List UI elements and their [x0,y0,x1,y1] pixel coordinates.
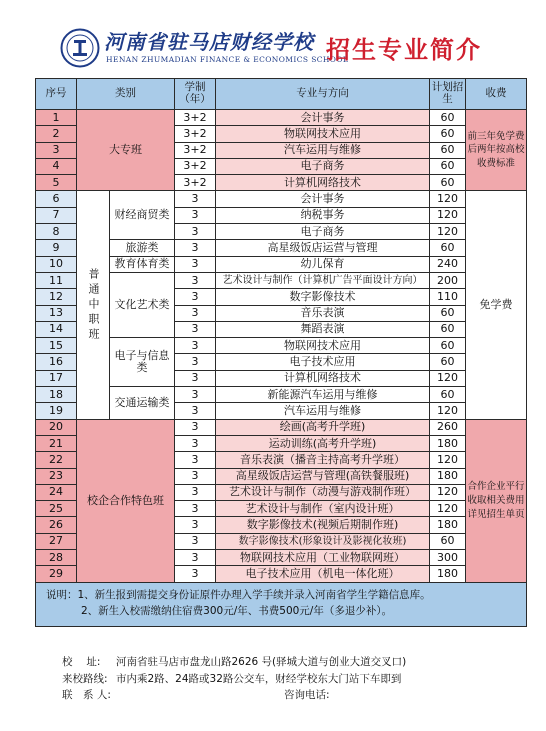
category-putong: 普通中职班 [77,191,110,419]
address-line [62,654,406,671]
row-years: 3+2 [175,126,216,142]
route-line [62,671,406,688]
row-plan: 180 [430,468,466,484]
row-specialty: 艺术设计与制作（室内设计班） [216,501,430,517]
fee-putong: 免学费 [466,191,527,419]
row-no: 14 [36,321,77,337]
col-header-fee: 收费 [466,79,527,110]
row-plan: 60 [430,110,466,126]
row-no: 13 [36,305,77,321]
row-plan: 120 [430,370,466,386]
row-specialty: 数字影像技术(视频后期制作班) [216,517,430,533]
page-title: 招生专业简介 [326,36,482,64]
page-header [0,0,546,76]
school-logo-icon [60,28,100,68]
phone-label: 咨询电话: [284,689,330,701]
school-name-cn: 河南省驻马店财经学校 [104,30,314,54]
row-specialty: 计算机网络技术 [216,175,430,191]
row-no: 8 [36,224,77,240]
row-plan: 300 [430,550,466,566]
row-plan: 180 [430,517,466,533]
col-header-plan: 计划招生 [430,79,466,110]
row-no: 24 [36,484,77,500]
row-specialty: 绘画(高考升学班) [216,419,430,435]
row-specialty: 高星级饭店运营与管理 [216,240,430,256]
row-plan: 120 [430,224,466,240]
table-row [36,240,527,256]
row-plan: 60 [430,354,466,370]
col-header-category: 类别 [77,79,175,110]
row-years: 3 [175,484,216,500]
row-plan: 60 [430,305,466,321]
row-no: 10 [36,256,77,272]
row-no: 19 [36,403,77,419]
row-plan: 180 [430,566,466,582]
row-years: 3 [175,435,216,451]
school-name-en: HENAN ZHUMADIAN FINANCE & ECONOMICS SCHOOL [106,55,349,64]
row-no: 11 [36,272,77,288]
row-years: 3 [175,566,216,582]
row-specialty: 电子技术应用（机电一体化班） [216,566,430,582]
row-years: 3 [175,305,216,321]
row-specialty: 高星级饭店运营与管理(高铁餐服班) [216,468,430,484]
row-years: 3+2 [175,110,216,126]
fee-dazhuan: 前三年免学费后两年按高校收费标准 [466,110,527,191]
row-years: 3 [175,207,216,223]
contact-footer [62,654,406,704]
row-no: 25 [36,501,77,517]
route-value: 市内乘2路、24路或32路公交车，财经学校东大门站下车即到 [116,672,402,685]
row-plan: 240 [430,256,466,272]
row-specialty: 纳税事务 [216,207,430,223]
row-specialty: 物联网技术应用 [216,126,430,142]
row-specialty: 运动训练(高考升学班) [216,435,430,451]
row-plan: 200 [430,272,466,288]
row-specialty: 幼儿保育 [216,256,430,272]
row-plan: 60 [430,240,466,256]
address-label: 校 址: [62,656,101,668]
row-no: 16 [36,354,77,370]
row-specialty: 艺术设计与制作（计算机广告平面设计方向） [216,272,430,288]
row-years: 3 [175,321,216,337]
row-years: 3 [175,550,216,566]
table-row [36,191,527,207]
table-row [36,110,527,126]
table-row [36,256,527,272]
row-specialty: 计算机网络技术 [216,370,430,386]
row-no: 7 [36,207,77,223]
row-no: 9 [36,240,77,256]
row-no: 1 [36,110,77,126]
contact-line [62,687,406,704]
row-years: 3+2 [175,142,216,158]
row-specialty: 数字影像技术(形象设计及影视化妆班) [216,533,430,549]
row-plan: 60 [430,142,466,158]
row-specialty: 音乐表演 [216,305,430,321]
row-no: 6 [36,191,77,207]
row-no: 23 [36,468,77,484]
row-specialty: 舞蹈表演 [216,321,430,337]
subcategory-caijing: 财经商贸类 [110,191,175,240]
row-specialty: 物联网技术应用（工业物联网班） [216,550,430,566]
row-years: 3 [175,517,216,533]
row-years: 3 [175,289,216,305]
row-years: 3 [175,370,216,386]
row-no: 12 [36,289,77,305]
address-value: 河南省驻马店市盘龙山路2626 号(驿城大道与创业大道交叉口) [116,656,407,668]
row-no: 5 [36,175,77,191]
enrollment-table [35,78,527,627]
row-plan: 180 [430,435,466,451]
table-row [36,387,527,403]
row-plan: 120 [430,484,466,500]
row-no: 2 [36,126,77,142]
row-years: 3 [175,387,216,403]
row-plan: 120 [430,191,466,207]
row-specialty: 数字影像技术 [216,289,430,305]
category-xiaoqi: 校企合作特色班 [77,419,175,582]
row-specialty: 物联网技术应用 [216,338,430,354]
subcategory-lvyou: 旅游类 [110,240,175,256]
row-plan: 120 [430,452,466,468]
row-no: 18 [36,387,77,403]
row-plan: 60 [430,175,466,191]
row-plan: 120 [430,207,466,223]
note-line-1: 说明：1、新生报到需提交身份证原件办理入学手续并录入河南省学生学籍信息库。 [46,588,431,601]
row-years: 3+2 [175,175,216,191]
table-row [36,419,527,435]
row-specialty: 电子商务 [216,158,430,174]
row-no: 29 [36,566,77,582]
row-no: 28 [36,550,77,566]
table-header-row [36,79,527,110]
row-specialty: 汽车运用与维修 [216,403,430,419]
row-no: 15 [36,338,77,354]
row-plan: 120 [430,403,466,419]
subcategory-dianzi: 电子与信息类 [110,338,175,387]
notes-cell [36,582,527,627]
row-years: 3 [175,501,216,517]
subcategory-jiaoyu: 教育体育类 [110,256,175,272]
row-specialty: 汽车运用与维修 [216,142,430,158]
row-plan: 60 [430,126,466,142]
row-years: 3 [175,272,216,288]
row-no: 22 [36,452,77,468]
note-line-2: 2、新生入校需缴纳住宿费300元/年、书费500元/年（多退少补）。 [81,605,393,618]
row-years: 3 [175,338,216,354]
row-years: 3 [175,452,216,468]
row-plan: 120 [430,501,466,517]
enrollment-table-wrapper [35,78,526,627]
row-plan: 110 [430,289,466,305]
row-specialty: 电子商务 [216,224,430,240]
row-years: 3 [175,240,216,256]
row-years: 3 [175,533,216,549]
row-no: 17 [36,370,77,386]
table-row [36,338,527,354]
row-plan: 60 [430,338,466,354]
row-no: 27 [36,533,77,549]
row-years: 3 [175,468,216,484]
row-specialty: 艺术设计与制作（动漫与游戏制作班） [216,484,430,500]
row-years: 3 [175,403,216,419]
row-years: 3 [175,224,216,240]
row-no: 21 [36,435,77,451]
fee-xiaoqi: 合作企业平行收取相关费用详见招生单页 [466,419,527,582]
row-plan: 260 [430,419,466,435]
subcategory-jiaotong: 交通运输类 [110,387,175,420]
route-label: 来校路线: [62,672,108,685]
subcategory-wenhua: 文化艺术类 [110,272,175,337]
row-years: 3 [175,256,216,272]
row-no: 4 [36,158,77,174]
col-header-years: 学制（年） [175,79,216,110]
table-row [36,272,527,288]
row-specialty: 电子技术应用 [216,354,430,370]
row-no: 20 [36,419,77,435]
row-years: 3 [175,191,216,207]
row-plan: 60 [430,387,466,403]
row-plan: 60 [430,158,466,174]
row-no: 3 [36,142,77,158]
row-specialty: 会计事务 [216,191,430,207]
row-years: 3 [175,354,216,370]
contact-label: 联 系 人: [62,689,111,701]
category-dazhuan: 大专班 [77,110,175,191]
row-specialty: 新能源汽车运用与维修 [216,387,430,403]
row-specialty: 会计事务 [216,110,430,126]
col-header-specialty: 专业与方向 [216,79,430,110]
row-years: 3+2 [175,158,216,174]
col-header-no: 序号 [36,79,77,110]
row-plan: 60 [430,533,466,549]
notes-row [36,582,527,627]
row-specialty: 音乐表演（播音主持高考升学班） [216,452,430,468]
row-no: 26 [36,517,77,533]
row-plan: 60 [430,321,466,337]
row-years: 3 [175,419,216,435]
